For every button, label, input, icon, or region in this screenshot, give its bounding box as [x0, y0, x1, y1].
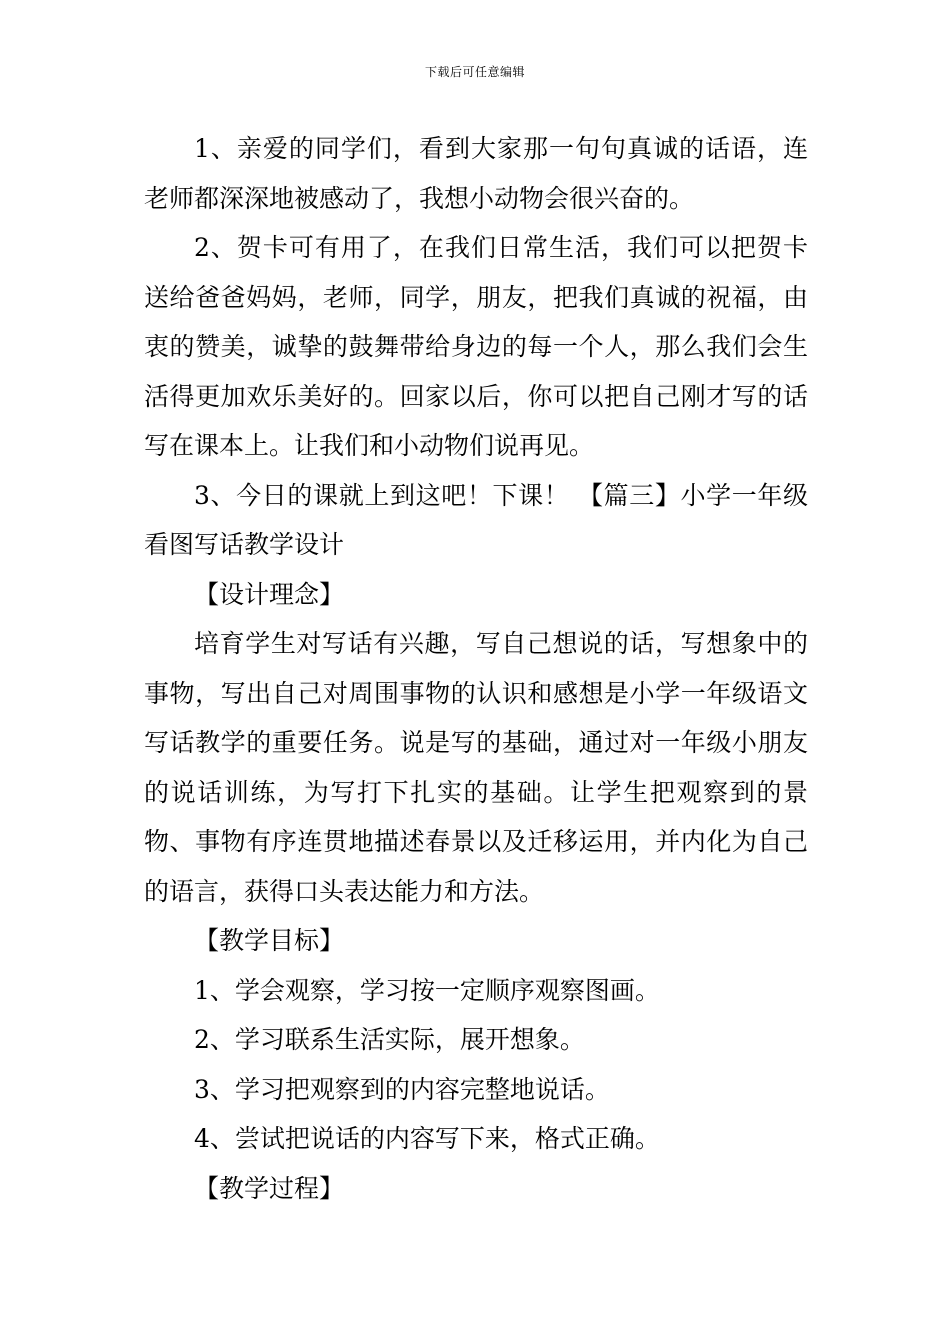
section-heading-design-concept: 【设计理念】 [194, 579, 345, 609]
list-item-goal-4: 4、尝试把说话的内容写下来，格式正确。 [194, 1124, 660, 1153]
list-item-goal-2: 2、学习联系生活实际，展开想象。 [194, 1025, 585, 1054]
paragraph-closing-2: 2、贺卡可有用了，在我们日常生活，我们可以把贺卡送给爸爸妈妈，老师，同学，朋友，把我们真诚的祝福，由衷的赞美，诚挚的鼓舞带给身边的每一个人，那么我们会生活得更加欢乐美好的。回家以后，你可以把自己刚才写的话写在课本上。让我们和小动物们说再见。 [144, 233, 808, 460]
paragraph-design-concept: 培育学生对写话有兴趣，写自己想说的话，写想象中的事物，写出自己对周围事物的认识和感想是小学一年级语文写话教学的重要任务。说是写的基础，通过对一年级小朋友的说话训练，为写打下扎实的基础。让学生把观察到的景物、事物有序连贯地描述春景以及迁移运用，并内化为自己的语言，获得口头表达能力和方法。 [144, 629, 808, 906]
list-item-goal-3: 3、学习把观察到的内容完整地说话。 [194, 1074, 610, 1104]
paragraph-closing-1: 1、亲爱的同学们，看到大家那一句句真诚的话语，连老师都深深地被感动了，我想小动物会很兴奋的。 [144, 134, 808, 213]
section-heading-teaching-goals: 【教学目标】 [194, 926, 345, 955]
page-header-note: 下载后可任意编辑 [424, 65, 525, 79]
list-item-goal-1: 1、学会观察，学习按一定顺序观察图画。 [194, 975, 660, 1005]
section-heading-teaching-process: 【教学过程】 [194, 1173, 345, 1203]
paragraph-closing-3: 3、今日的课就上到这吧！下课！ 【篇三】小学一年级看图写话教学设计 [144, 480, 808, 559]
document-body [144, 124, 808, 1213]
